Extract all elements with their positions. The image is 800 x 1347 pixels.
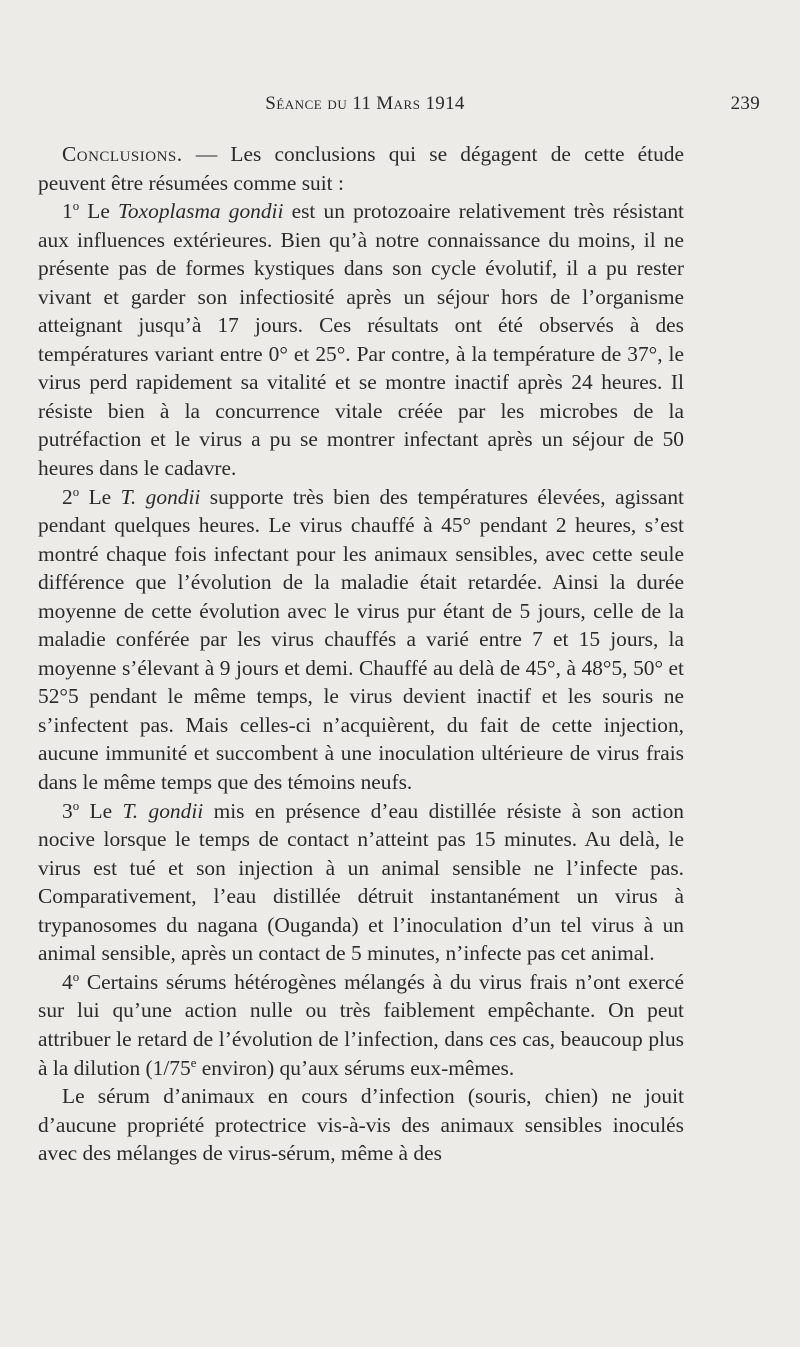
- running-header: [40, 93, 760, 123]
- species-name: T. gondii: [120, 484, 201, 509]
- header-month: Mars: [376, 93, 421, 114]
- p3-text-a: Le: [79, 798, 123, 823]
- p1-text-b: est un protozoaire relativement très résistant aux influences extérieures. Bien qu’à notre connaissance du moins, il ne présente pas de formes kystiques dans son cycle évolutif, il a pu rester vivant et garder son infectiosité après un séjour hors de l’organisme atteignant jusqu’à 17 jours. Ces résultats ont été observés à des températures variant entre 0° et 25°. Par contre, à la température de 37°, le virus perd rapidement sa vitalité et se montre inactif après 24 heures. Il résiste bien à la concurrence vitale créée par les microbes de la putréfaction et le virus a pu se montrer infectant après un séjour de 50 heures dans le cadavre.: [38, 199, 684, 481]
- ordinal-mark: o: [72, 198, 80, 213]
- conclusions-label: Conclusions.: [62, 142, 183, 166]
- header-seance: Séance du: [265, 93, 348, 114]
- p3-text-b: mis en présence d’eau distillée résiste à son action nocive lorsque le temps de contact n’atteint pas 15 minutes. Au delà, le virus est tué et son injection à un animal sensible ne l’infecte pas. Comparativement, l’eau distillée détruit instantanément un virus à trypanosomes du nagana (Ouganda) et l’inoculation d’un tel virus à un animal sensible, après un contact de 5 minutes, n’infecte pas cet animal.: [38, 798, 684, 966]
- paragraph-3: [38, 797, 684, 968]
- paragraph-5: [38, 1082, 684, 1168]
- ordinal-mark: o: [72, 484, 80, 499]
- item-number-2: 2: [62, 484, 73, 509]
- item-number-3: 3: [62, 798, 73, 823]
- body-text: [38, 140, 684, 1168]
- p4-superscript: e: [190, 1055, 197, 1070]
- conclusions-text: — Les conclusions qui se dégagent de cette étude peuvent être résumées comme suit :: [38, 142, 684, 195]
- species-name: T. gondii: [122, 798, 204, 823]
- paragraph-4: [38, 968, 684, 1082]
- p2-text-b: supporte très bien des températures élevées, agissant pendant quelques heures. Le virus chauffé à 45° pendant 2 heures, s’est montré chaque fois infectant pour les animaux sensibles, avec cette seule différence que l’évolution de la maladie était retardée. Ainsi la durée moyenne de cette évolution avec le virus pur étant de 5 jours, celle de la maladie conférée par les virus chauffés a varié entre 7 et 15 jours, la moyenne s’élevant à 9 jours et demi. Chauffé au delà de 45°, à 48°5, 50° et 52°5 pendant le même temps, le virus devient inactif et les souris ne s’infectent pas. Mais celles-ci n’acquièrent, du fait de cette injection, aucune immunité et succombent à une inoculation ultérieure de virus frais dans le même temps que des témoins neufs.: [38, 484, 684, 795]
- item-number-4: 4: [62, 969, 73, 994]
- paragraph-2: [38, 483, 684, 797]
- p1-text-a: Le: [79, 199, 118, 224]
- paragraph-conclusions: [38, 140, 684, 197]
- p2-text-a: Le: [79, 484, 121, 509]
- p4-tail: environ) qu’aux sérums eux-mêmes.: [196, 1055, 515, 1080]
- ordinal-mark: o: [72, 969, 80, 984]
- header-year: 1914: [425, 93, 465, 114]
- p4-text: Certains sérums hétérogènes mélangés à du virus frais n’ont exercé sur lui qu’une action nulle ou très faiblement empêchante. On peut attribuer le retard de l’évolution de l’infection, dans ces cas, beaucoup plus à la dilution (1/75: [38, 969, 684, 1080]
- ordinal-mark: o: [72, 798, 80, 813]
- header-title: [40, 93, 690, 115]
- paragraph-1: [38, 197, 684, 482]
- species-name: Toxoplasma gondii: [118, 199, 284, 224]
- header-day: 11: [352, 93, 372, 114]
- page-number: 239: [730, 93, 760, 114]
- item-number-1: 1: [62, 199, 73, 224]
- p5-text: Le sérum d’animaux en cours d’infection (souris, chien) ne jouit d’aucune propriété protectrice vis-à-vis des animaux sensibles inoculés avec des mélanges de virus-sérum, même à des: [38, 1084, 684, 1166]
